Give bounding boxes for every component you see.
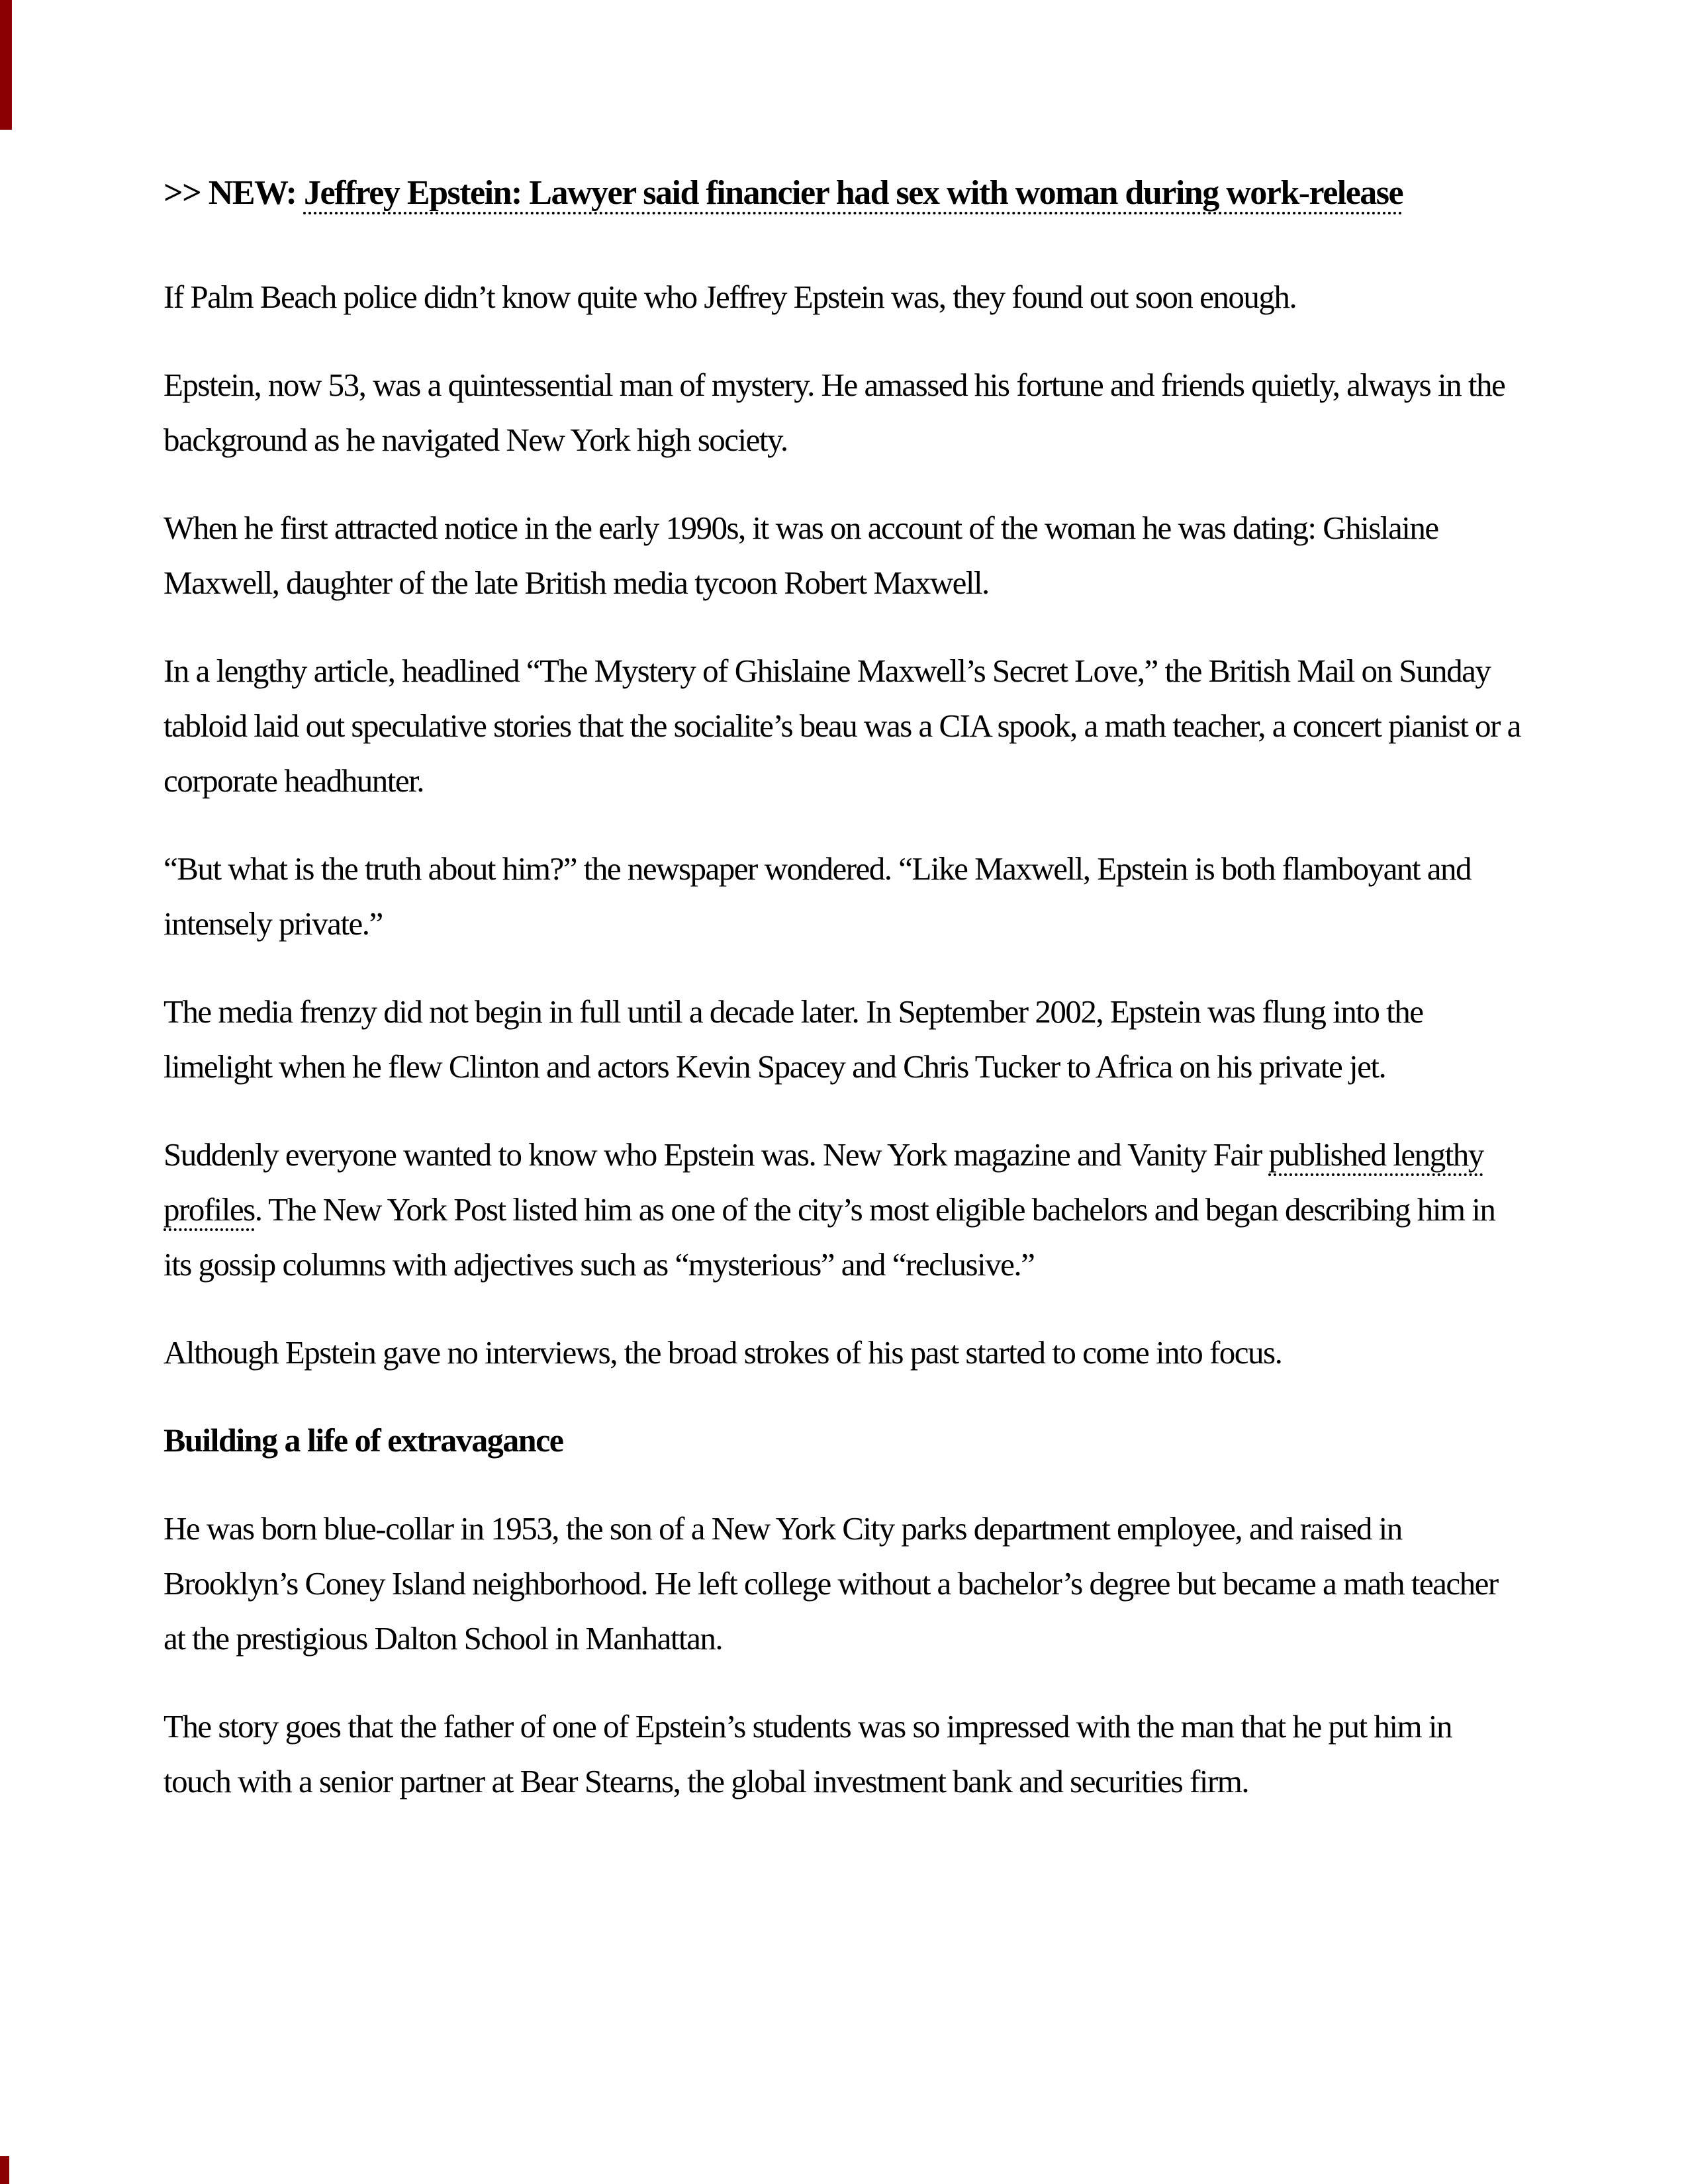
published-profiles-link[interactable]: published lengthy profiles	[164, 1136, 1483, 1228]
scan-artifact-bar-bottom-left	[0, 2156, 9, 2184]
paragraph-intro: If Palm Beach police didn’t know quite who Jeffrey Epstein was, they found out soon enough.	[164, 279, 1297, 315]
paragraph-media-frenzy: The media frenzy did not begin in full until a decade later. In September 2002, Epstein was flung into the limelight when he flew Clinton and actors Kevin Spacey and Chris Tucker to Africa on his private jet.	[164, 993, 1423, 1085]
paragraph-bear-stearns: The story goes that the father of one of Epstein’s students was so impressed with the man that he put him in touch with a senior partner at Bear Stearns, the global investment bank and securities firm.	[164, 1708, 1452, 1799]
paragraph-profiles	[164, 1127, 1521, 1292]
profiles-text-post: . The New York Post listed him as one of the city’s most eligible bachelors and began describing him in its gossip columns with adjectives such as “mysterious” and “reclusive.”	[164, 1191, 1495, 1283]
headline-article-link[interactable]: Jeffrey Epstein: Lawyer said financier had sex with woman during work-release	[303, 174, 1403, 212]
article-content	[164, 163, 1521, 1842]
paragraph-ghislaine-maxwell: When he first attracted notice in the early 1990s, it was on account of the woman he was dating: Ghislaine Maxwell, daughter of the late British media tycoon Robert Maxwell.	[164, 510, 1438, 601]
scan-artifact-bar-top-left	[0, 0, 12, 130]
paragraph-man-of-mystery: Epstein, now 53, was a quintessential man of mystery. He amassed his fortune and friends quietly, always in the background as he navigated New York high society.	[164, 367, 1505, 458]
article-headline	[164, 163, 1521, 223]
paragraph-newspaper-quote: “But what is the truth about him?” the newspaper wondered. “Like Maxwell, Epstein is both flamboyant and intensely private.”	[164, 850, 1471, 942]
paragraph-born-blue-collar: He was born blue-collar in 1953, the son of a New York City parks department employee, and raised in Brooklyn’s Coney Island neighborhood. He left college without a bachelor’s degree but became a math teacher at the prestigious Dalton School in Manhattan.	[164, 1510, 1498, 1657]
profiles-text-pre: Suddenly everyone wanted to know who Epstein was. New York magazine and Vanity Fair	[164, 1136, 1269, 1173]
paragraph-mail-on-sunday: In a lengthy article, headlined “The Mystery of Ghislaine Maxwell’s Secret Love,” the British Mail on Sunday tabloid laid out speculative stories that the socialite’s beau was a CIA spook, a math teacher, a concert pianist or a corporate headhunter.	[164, 653, 1521, 799]
paragraph-no-interviews: Although Epstein gave no interviews, the broad strokes of his past started to come into focus.	[164, 1334, 1282, 1371]
section-subheading: Building a life of extravagance	[164, 1422, 563, 1459]
headline-prefix: >> NEW:	[164, 174, 304, 212]
